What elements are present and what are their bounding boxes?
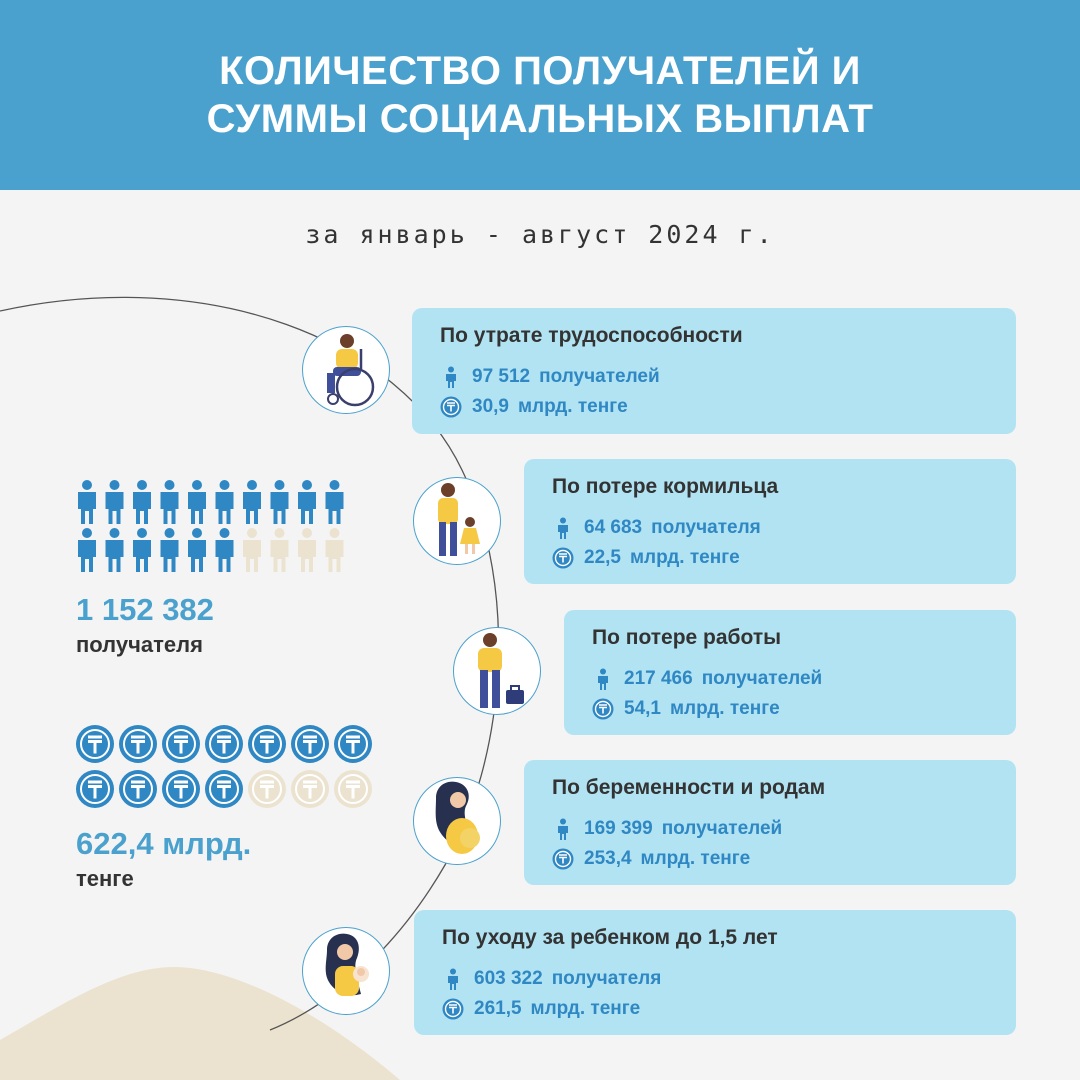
category-card-disability	[412, 308, 1016, 434]
person-pictogram-icon	[298, 528, 316, 572]
tenge-coin-pictogram-icon	[76, 770, 114, 808]
total-recipients-value: 1 152 382	[76, 592, 214, 627]
jobless-person-icon	[453, 627, 541, 715]
tenge-coin-pictogram-icon	[334, 770, 372, 808]
tenge-coin-icon	[592, 698, 614, 720]
person-icon	[442, 968, 464, 990]
card-amount-row: 30,9 млрд. тенге	[440, 392, 1016, 422]
person-pictogram-icon	[298, 480, 316, 524]
category-card-maternity	[524, 760, 1016, 885]
tenge-coin-icon	[552, 848, 574, 870]
card-recipients-row: 217 466 получателей	[592, 664, 1016, 694]
person-icon	[552, 818, 574, 840]
tenge-coin-pictogram-icon	[162, 770, 200, 808]
person-pictogram-icon	[188, 480, 206, 524]
card-title: По утрате трудоспособности	[440, 324, 743, 347]
tenge-coin-pictogram-icon	[119, 770, 157, 808]
people-pictogram	[76, 480, 356, 580]
person-pictogram-icon	[216, 480, 234, 524]
tenge-coin-pictogram-icon	[119, 725, 157, 763]
category-card-breadwinner	[524, 459, 1016, 584]
card-amount-row: 22,5 млрд. тенге	[552, 543, 1016, 573]
person-pictogram-icon	[271, 480, 289, 524]
card-title: По беременности и родам	[552, 776, 826, 799]
period-subtitle: за январь - август 2024 г.	[305, 220, 775, 249]
parent-child-icon	[413, 477, 501, 565]
tenge-coin-pictogram-icon	[248, 725, 286, 763]
mother-baby-icon	[302, 927, 390, 1015]
person-pictogram-icon	[243, 528, 261, 572]
tenge-coin-pictogram-icon	[334, 725, 372, 763]
tenge-coin-pictogram-icon	[205, 725, 243, 763]
coins-pictogram	[76, 725, 386, 815]
card-amount-row: 253,4 млрд. тенге	[552, 844, 1016, 874]
header-banner	[0, 0, 1080, 190]
tenge-coin-icon	[552, 547, 574, 569]
tenge-coin-pictogram-icon	[291, 770, 329, 808]
category-card-childcare	[414, 910, 1016, 1035]
tenge-coin-pictogram-icon	[291, 725, 329, 763]
wheelchair-person-icon	[302, 326, 390, 414]
card-recipients-row: 64 683 получателя	[552, 513, 1016, 543]
person-pictogram-icon	[106, 528, 124, 572]
card-recipients-row: 603 322 получателя	[442, 964, 1016, 994]
person-pictogram-icon	[133, 528, 151, 572]
person-pictogram-icon	[188, 528, 206, 572]
tenge-coin-icon	[442, 998, 464, 1020]
tenge-coin-pictogram-icon	[76, 725, 114, 763]
category-card-job-loss	[564, 610, 1016, 735]
person-pictogram-icon	[161, 528, 179, 572]
total-amount-label: тенге	[76, 866, 134, 891]
tenge-coin-icon	[440, 396, 462, 418]
page-title-line-2: СУММЫ СОЦИАЛЬНЫХ ВЫПЛАТ	[206, 97, 874, 141]
pregnant-woman-icon	[413, 777, 501, 865]
card-amount-row: 261,5 млрд. тенге	[442, 994, 1016, 1024]
tenge-coin-pictogram-icon	[205, 770, 243, 808]
person-pictogram-icon	[161, 480, 179, 524]
person-icon	[592, 668, 614, 690]
tenge-coin-pictogram-icon	[248, 770, 286, 808]
person-pictogram-icon	[106, 480, 124, 524]
person-pictogram-icon	[271, 528, 289, 572]
person-icon	[440, 366, 462, 388]
person-pictogram-icon	[133, 480, 151, 524]
card-title: По потере кормильца	[552, 475, 779, 498]
card-recipients-row: 169 399 получателей	[552, 814, 1016, 844]
card-amount-row: 54,1 млрд. тенге	[592, 694, 1016, 724]
person-icon	[552, 517, 574, 539]
person-pictogram-icon	[326, 528, 344, 572]
page-title-line-1: КОЛИЧЕСТВО ПОЛУЧАТЕЛЕЙ И	[219, 49, 861, 93]
person-pictogram-icon	[216, 528, 234, 572]
person-pictogram-icon	[243, 480, 261, 524]
card-recipients-row: 97 512 получателей	[440, 362, 1016, 392]
total-recipients-label: получателя	[76, 632, 203, 657]
person-pictogram-icon	[78, 480, 96, 524]
person-pictogram-icon	[78, 528, 96, 572]
card-title: По уходу за ребенком до 1,5 лет	[442, 926, 778, 949]
card-title: По потере работы	[592, 626, 782, 649]
total-amount-value: 622,4 млрд.	[76, 826, 252, 861]
tenge-coin-pictogram-icon	[162, 725, 200, 763]
person-pictogram-icon	[326, 480, 344, 524]
